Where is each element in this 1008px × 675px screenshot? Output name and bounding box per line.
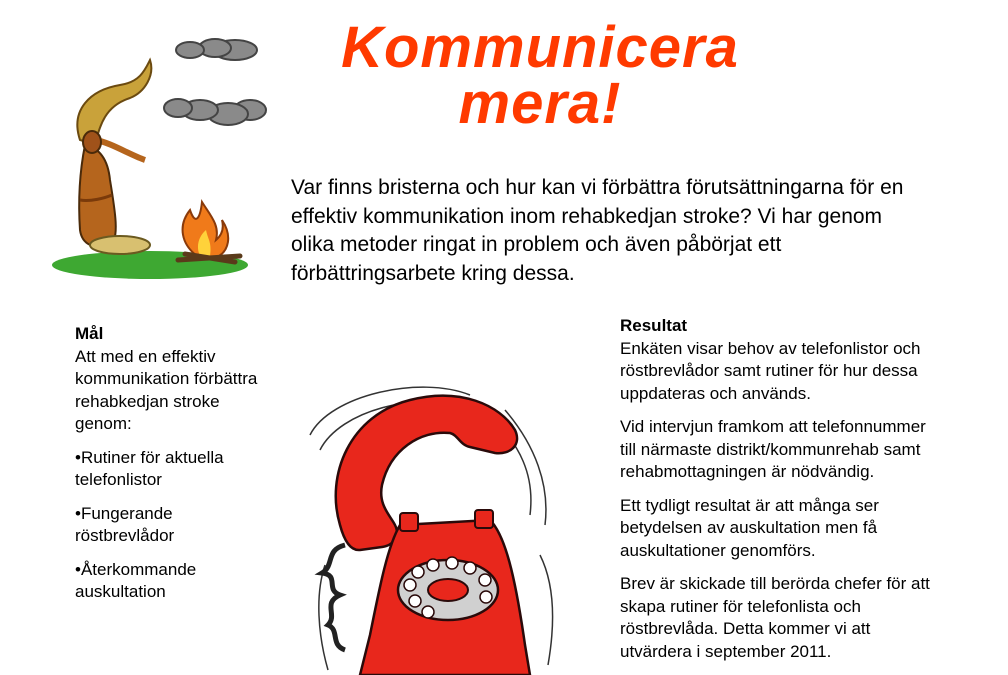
result-heading: Resultat: [620, 316, 688, 335]
result-section: [620, 315, 940, 663]
smoke-signal-clipart-icon: [50, 30, 270, 280]
intro-paragraph: Var finns bristerna och hur kan vi förbättra förutsättningarna för en effektiv kommunikation inom rehabkedjan stroke? Vi har genom olika metoder ringat in problem och även påbörjat ett förbättringsarbete kring dessa.: [291, 176, 904, 285]
goal-bullet: •Rutiner för aktuella telefonlistor: [75, 447, 224, 489]
page-title: [270, 15, 810, 136]
result-paragraph: Brev är skickade till berörda chefer för att skapa rutiner för telefonlista och röstbrevlåda. Detta kommer vi att utvärdera i september 2011.: [620, 574, 930, 661]
goal-heading: Mål: [75, 324, 104, 343]
goal-bullet: •Fungerande röstbrevlådor: [75, 503, 175, 545]
goal-text: Att med en effektiv kommunikation förbättra rehabkedjan stroke genom:: [75, 346, 258, 433]
goal-section: [75, 323, 265, 604]
result-paragraph: Vid intervjun framkom att telefonnummer till närmaste distrikt/kommunrehab samt rehabmottagningen är nödvändig.: [620, 417, 926, 481]
ringing-telephone-clipart-icon: [300, 375, 570, 675]
result-paragraph: Ett tydligt resultat är att många ser betydelsen av auskultation men få auskultationer genomförs.: [620, 495, 879, 560]
title-line-1: Kommunicera: [341, 15, 739, 80]
result-paragraph: Enkäten visar behov av telefonlistor och röstbrevlådor samt rutiner för hur dessa uppdateras och används.: [620, 338, 921, 403]
title-line-2: mera!: [458, 71, 622, 136]
goal-bullet: •Återkommande auskultation: [75, 559, 197, 601]
